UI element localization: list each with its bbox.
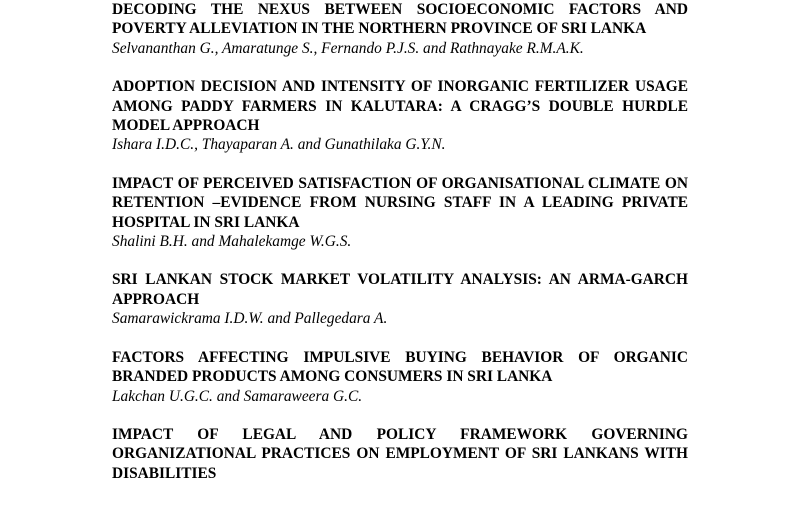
paper-title-6: IMPACT OF LEGAL AND POLICY FRAMEWORK GOVERNING ORGANIZATIONAL PRACTICES ON EMPLOYMENT OF SRI LANKANS WITH DISABILITIES — [112, 425, 688, 482]
contents-entry-6 — [112, 425, 688, 483]
contents-entry-5 — [112, 348, 688, 406]
contents-entry-3 — [112, 174, 688, 252]
paper-authors-2: Ishara I.D.C., Thayaparan A. and Gunathilaka G.Y.N. — [112, 136, 446, 154]
paper-title-2: ADOPTION DECISION AND INTENSITY OF INORGANIC FERTILIZER USAGE AMONG PADDY FARMERS IN KALUTARA: A CRAGG’S DOUBLE HURDLE MODEL APPROACH — [112, 78, 688, 135]
paper-title-1: DECODING THE NEXUS BETWEEN SOCIOECONOMIC FACTORS AND POVERTY ALLEVIATION IN THE NORTHERN PROVINCE OF SRI LANKA — [112, 1, 688, 38]
paper-title-5: FACTORS AFFECTING IMPULSIVE BUYING BEHAVIOR OF ORGANIC BRANDED PRODUCTS AMONG CONSUMERS IN SRI LANKA — [112, 348, 688, 386]
contents-entry-1 — [112, 0, 688, 58]
paper-title-4: SRI LANKAN STOCK MARKET VOLATILITY ANALYSIS: AN ARMA-GARCH APPROACH — [112, 271, 688, 308]
contents-entry-2 — [112, 77, 688, 155]
paper-authors-5: Lakchan U.G.C. and Samaraweera G.C. — [112, 387, 363, 405]
contents-list — [112, 0, 688, 483]
paper-authors-4: Samarawickrama I.D.W. and Pallegedara A. — [112, 310, 388, 328]
contents-entry-4 — [112, 270, 688, 328]
paper-title-3: IMPACT OF PERCEIVED SATISFACTION OF ORGANISATIONAL CLIMATE ON RETENTION –EVIDENCE FROM NURSING STAFF IN A LEADING PRIVATE HOSPITAL IN SRI LANKA — [112, 174, 688, 231]
paper-authors-1: Selvananthan G., Amaratunge S., Fernando P.J.S. and Rathnayake R.M.A.K. — [112, 39, 584, 57]
paper-authors-3: Shalini B.H. and Mahalekamge W.G.S. — [112, 233, 352, 251]
